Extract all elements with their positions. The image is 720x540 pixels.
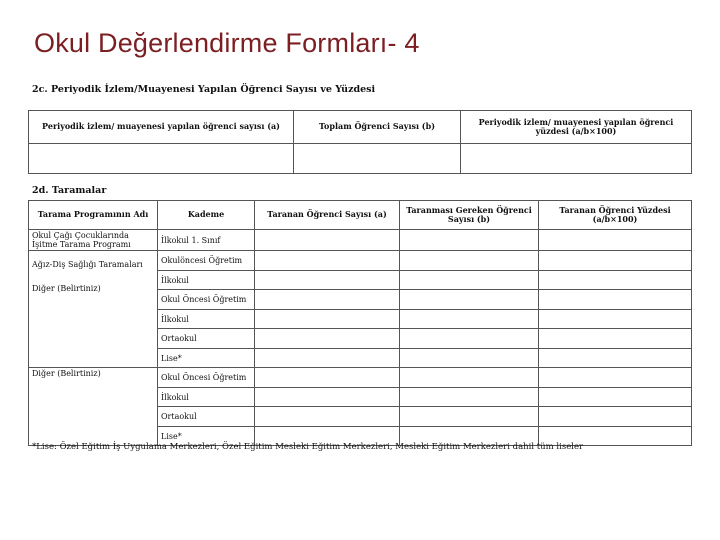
level-cell: Ortaokul: [158, 407, 255, 427]
screened-percent-cell[interactable]: [539, 368, 692, 388]
section-2d-title: 2d. Taramalar: [32, 185, 107, 196]
screened-count-cell[interactable]: [255, 251, 400, 271]
screened-count-cell[interactable]: [255, 348, 400, 368]
screened-percent-cell[interactable]: [539, 387, 692, 407]
required-count-cell[interactable]: [400, 329, 539, 349]
screenings-table: [28, 200, 692, 446]
column-header: Periyodik izlem/ muayenesi yapılan öğrenci yüzdesi (a/b×100): [461, 111, 692, 144]
screened-count-cell[interactable]: [255, 407, 400, 427]
required-count-cell[interactable]: [400, 407, 539, 427]
screened-count-cell[interactable]: [255, 387, 400, 407]
examined-count-cell[interactable]: [29, 144, 294, 174]
program-name-cell: Okul Çağı Çocuklarında İşitme Tarama Programı: [29, 230, 158, 251]
level-cell: Ortaokul: [158, 329, 255, 349]
required-count-cell[interactable]: [400, 230, 539, 251]
screened-count-cell[interactable]: [255, 309, 400, 329]
level-cell: Lise*: [158, 348, 255, 368]
level-cell: Okul Öncesi Öğretim: [158, 368, 255, 388]
table-row: [29, 368, 692, 388]
program-name: Diğer (Belirtiniz): [32, 283, 101, 293]
level-cell: Lise*: [158, 426, 255, 446]
column-header: Tarama Programının Adı: [29, 201, 158, 230]
required-count-cell[interactable]: [400, 290, 539, 310]
screened-percent-cell[interactable]: [539, 230, 692, 251]
screened-count-cell[interactable]: [255, 230, 400, 251]
section-2c-title: 2c. Periyodik İzlem/Muayenesi Yapılan Öğrenci Sayısı ve Yüzdesi: [32, 84, 376, 95]
level-cell: Okul Öncesi Öğretim: [158, 290, 255, 310]
required-count-cell[interactable]: [400, 368, 539, 388]
column-header: Toplam Öğrenci Sayısı (b): [294, 111, 461, 144]
level-cell: İlkokul: [158, 270, 255, 290]
screened-percent-cell[interactable]: [539, 290, 692, 310]
table-header-row: [29, 201, 692, 230]
screened-percent-cell[interactable]: [539, 251, 692, 271]
screened-count-cell[interactable]: [255, 368, 400, 388]
screened-percent-cell[interactable]: [539, 348, 692, 368]
table-row: [29, 251, 692, 271]
required-count-cell[interactable]: [400, 387, 539, 407]
examined-percent-cell[interactable]: [461, 144, 692, 174]
required-count-cell[interactable]: [400, 348, 539, 368]
table-header-row: [29, 111, 692, 144]
level-cell: İlkokul: [158, 309, 255, 329]
screened-percent-cell[interactable]: [539, 407, 692, 427]
screened-percent-cell[interactable]: [539, 309, 692, 329]
total-students-cell[interactable]: [294, 144, 461, 174]
required-count-cell[interactable]: [400, 251, 539, 271]
column-header: Kademe: [158, 201, 255, 230]
required-count-cell[interactable]: [400, 309, 539, 329]
screened-percent-cell[interactable]: [539, 329, 692, 349]
column-header: Taranan Öğrenci Sayısı (a): [255, 201, 400, 230]
screened-percent-cell[interactable]: [539, 270, 692, 290]
program-name-cell: Diğer (Belirtiniz): [29, 368, 158, 446]
slide-title: Okul Değerlendirme Formları- 4: [34, 28, 420, 58]
table-row: [29, 230, 692, 251]
level-cell: Okulöncesi Öğretim: [158, 251, 255, 271]
column-header: Periyodik izlem/ muayenesi yapılan öğrenci sayısı (a): [29, 111, 294, 144]
required-count-cell[interactable]: [400, 270, 539, 290]
program-name: Ağız-Diş Sağlığı Taramaları: [32, 260, 143, 270]
level-cell: İlkokul: [158, 387, 255, 407]
program-name-cell: [29, 251, 158, 368]
column-header: Taranması Gereken Öğrenci Sayısı (b): [400, 201, 539, 230]
level-cell: İlkokul 1. Sınıf: [158, 230, 255, 251]
screened-count-cell[interactable]: [255, 290, 400, 310]
table-row: [29, 144, 692, 174]
periodic-exam-table: [28, 110, 692, 174]
screened-count-cell[interactable]: [255, 329, 400, 349]
footnote: *Lise: Özel Eğitim İş Uygulama Merkezleri, Özel Eğitim Mesleki Eğitim Merkezleri, Mesleki Eğitim Merkezleri dahil tüm liseler: [32, 442, 584, 452]
column-header: Taranan Öğrenci Yüzdesi (a/b×100): [539, 201, 692, 230]
screened-count-cell[interactable]: [255, 270, 400, 290]
